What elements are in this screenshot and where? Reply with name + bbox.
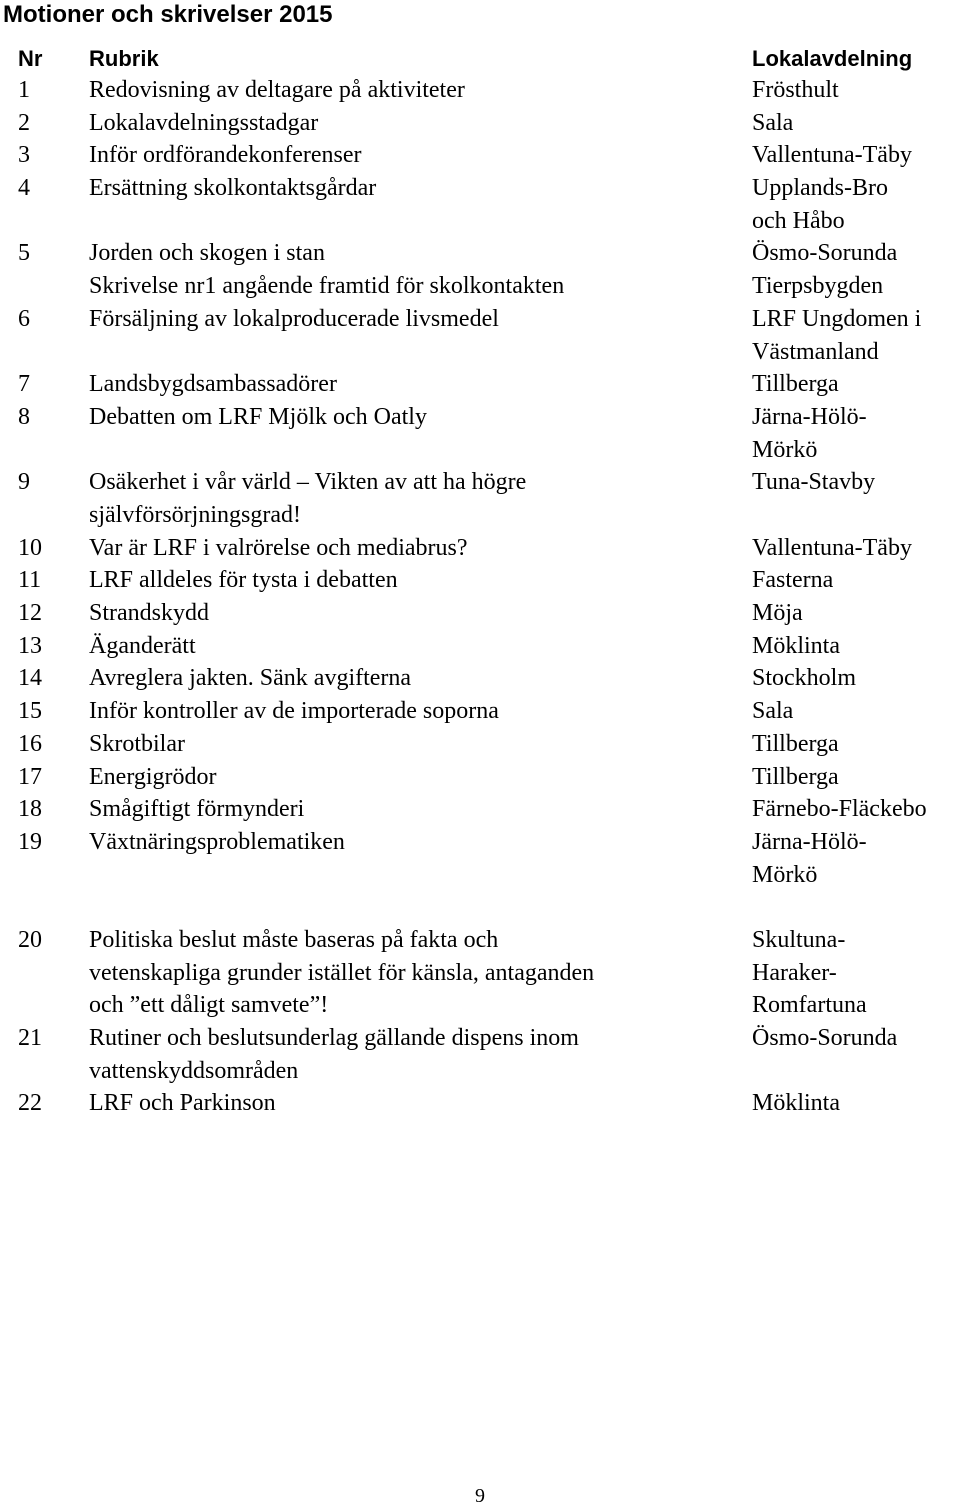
row-lokalavdelning: Möklinta <box>752 632 840 659</box>
row-rubrik: Landsbygdsambassadörer <box>89 371 337 398</box>
row-lokalavdelning: Möja <box>752 600 803 627</box>
row-rubrik: Redovisning av deltagare på aktiviteter <box>89 77 465 103</box>
row-lokalavdelning: Färnebo-Fläckebo <box>752 796 927 823</box>
row-lokalavdelning: Vallentuna-Täby <box>752 142 912 169</box>
row-lokalavdelning: Frösthult <box>752 77 839 103</box>
row-number: 18 <box>18 796 42 823</box>
table-row <box>0 1087 960 1120</box>
row-rubrik: Skrivelse nr1 angående framtid för skolkontakten <box>89 273 565 300</box>
row-number: 20 <box>18 926 42 953</box>
row-lokalavdelning: Fasterna <box>752 567 834 594</box>
row-rubrik: LRF alldeles för tysta i debatten <box>89 567 398 594</box>
page-number: 9 <box>475 1485 485 1507</box>
row-rubrik: Rutiner och beslutsunderlag gällande dispens inom vattenskyddsområden <box>89 1025 579 1084</box>
row-number: 3 <box>18 142 30 169</box>
row-rubrik: Lokalavdelningsstadgar <box>89 109 319 136</box>
row-number: 5 <box>18 240 30 267</box>
table-row <box>0 662 960 695</box>
row-rubrik: Äganderätt <box>89 632 196 659</box>
header-lokalavdelning: Lokalavdelning <box>752 46 913 71</box>
row-lokalavdelning: Tuna-Stavby <box>752 469 876 496</box>
table-row <box>0 761 960 794</box>
row-lokalavdelning: Möklinta <box>752 1090 840 1117</box>
header-nr: Nr <box>18 46 43 71</box>
table-row <box>0 630 960 663</box>
row-rubrik: Var är LRF i valrörelse och mediabrus? <box>89 534 468 561</box>
row-rubrik: Energigrödor <box>89 763 217 790</box>
row-rubrik: Smågiftigt förmynderi <box>89 796 305 823</box>
row-number: 22 <box>18 1090 42 1117</box>
table-row <box>0 826 960 924</box>
row-rubrik: Strandskydd <box>89 600 209 627</box>
row-number: 17 <box>18 763 42 790</box>
row-rubrik: Jorden och skogen i stan <box>89 240 325 267</box>
row-lokalavdelning: Tillberga <box>752 730 839 757</box>
table-row <box>0 597 960 630</box>
row-rubrik: Försäljning av lokalproducerade livsmedel <box>89 305 499 332</box>
row-lokalavdelning: Vallentuna-Täby <box>752 534 912 561</box>
row-rubrik: Växtnäringsproblematiken <box>89 828 345 855</box>
table-row <box>0 270 960 303</box>
row-number: 12 <box>18 600 42 627</box>
table-row <box>0 532 960 565</box>
row-number: 13 <box>18 632 42 659</box>
row-lokalavdelning: Tierpsbygden <box>752 273 884 300</box>
row-number: 11 <box>18 567 42 594</box>
row-number: 6 <box>18 305 30 332</box>
page-title: Motioner och skrivelser 2015 <box>3 1 333 28</box>
row-number: 16 <box>18 730 42 757</box>
table-row <box>0 107 960 140</box>
table-row <box>0 237 960 270</box>
table-row <box>0 401 960 466</box>
row-number: 14 <box>18 665 42 692</box>
row-lokalavdelning: Ösmo-Sorunda <box>752 240 898 267</box>
row-rubrik: Inför kontroller av de importerade soporna <box>89 698 499 725</box>
row-number: 7 <box>18 371 30 398</box>
row-rubrik: Skrotbilar <box>89 730 185 757</box>
table-row <box>0 564 960 597</box>
row-number: 9 <box>18 469 30 496</box>
row-lokalavdelning: LRF Ungdomen i Västmanland <box>752 305 922 365</box>
row-lokalavdelning: Tillberga <box>752 763 839 790</box>
header-rubrik: Rubrik <box>89 46 159 71</box>
row-lokalavdelning: Stockholm <box>752 665 857 692</box>
row-lokalavdelning: Skultuna- Haraker- Romfartuna <box>752 926 867 1019</box>
row-number: 10 <box>18 534 42 561</box>
row-rubrik: Politiska beslut måste baseras på fakta och vetenskapliga grunder istället för känsla, antaganden och ”ett dåligt samvete”! <box>89 926 595 1019</box>
row-lokalavdelning: Tillberga <box>752 371 839 398</box>
row-number: 21 <box>18 1025 42 1052</box>
row-lokalavdelning: Ösmo-Sorunda <box>752 1025 898 1052</box>
row-rubrik: Avreglera jakten. Sänk avgifterna <box>89 665 412 692</box>
table-row <box>0 303 960 368</box>
motions-table <box>0 74 960 1120</box>
row-number: 8 <box>18 403 30 430</box>
table-row <box>0 924 960 1022</box>
row-number: 1 <box>18 77 30 103</box>
row-lokalavdelning: Sala <box>752 698 794 725</box>
row-number: 19 <box>18 828 42 855</box>
table-row <box>0 139 960 172</box>
row-number: 4 <box>18 175 30 202</box>
row-number: 2 <box>18 109 30 136</box>
row-rubrik: LRF och Parkinson <box>89 1090 276 1117</box>
table-row <box>0 793 960 826</box>
table-row <box>0 74 960 107</box>
row-rubrik: Debatten om LRF Mjölk och Oatly <box>89 403 427 430</box>
row-lokalavdelning: Järna-Hölö- Mörkö <box>752 403 867 463</box>
table-row <box>0 172 960 237</box>
row-lokalavdelning: Sala <box>752 109 794 136</box>
table-row <box>0 466 960 531</box>
row-rubrik: Ersättning skolkontaktsgårdar <box>89 175 377 202</box>
table-row <box>0 728 960 761</box>
row-lokalavdelning: Upplands-Bro och Håbo <box>752 175 888 234</box>
table-row <box>0 1022 960 1087</box>
table-row <box>0 368 960 401</box>
table-row <box>0 695 960 728</box>
row-lokalavdelning: Järna-Hölö- Mörkö <box>752 828 867 888</box>
row-rubrik: Osäkerhet i vår värld – Vikten av att ha högre självförsörjningsgrad! <box>89 469 527 528</box>
row-number: 15 <box>18 698 42 725</box>
row-rubrik: Inför ordförandekonferenser <box>89 142 362 169</box>
